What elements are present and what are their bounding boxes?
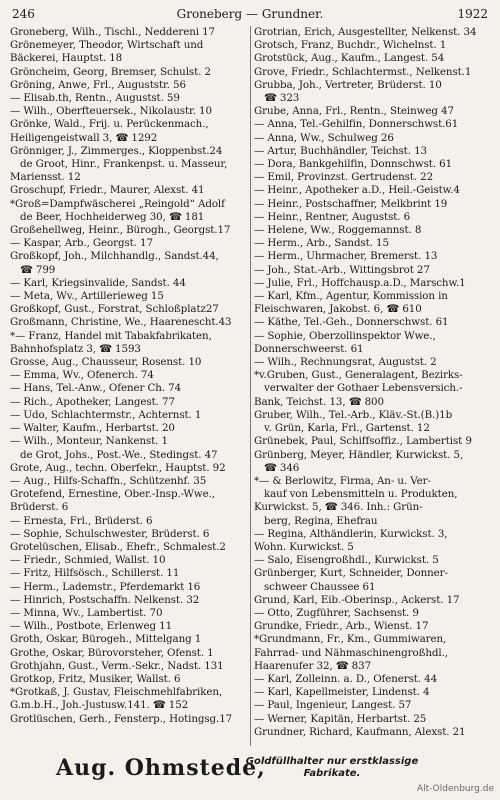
directory-entry: — Wilh., Postbote, Erlenweg 11 <box>10 620 173 633</box>
directory-entry: — Herm., Lademstr., Pferdemarkt 16 <box>10 580 201 593</box>
directory-entry: Grundke, Friedr., Arb., Wienst. 17 <box>254 620 429 633</box>
directory-entry: Gruber, Wilh., Tel.-Arb., Kläv.-St.(B.)1b <box>254 408 453 421</box>
directory-entry: Fahrrad- und Nähmaschinengroßhdl., <box>254 646 448 659</box>
directory-entry: Haarenufer 32, ☎ 837 <box>254 659 372 672</box>
directory-entry: Gröncheim, Georg, Bremser, Schulst. 2 <box>10 65 211 78</box>
directory-entry: — Heinr., Rentner, Augustst. 6 <box>254 210 411 223</box>
directory-entry: Grotelüschen, Elisab., Ehefr., Schmalest.2 <box>10 540 226 553</box>
directory-entry: Heiligengeistwall 3, ☎ 1292 <box>10 131 158 144</box>
directory-entry: — Paul, Ingenieur, Langest. 57 <box>254 699 412 712</box>
directory-entry: — Karl, Kapellmeister, Lindenst. 4 <box>254 686 430 699</box>
directory-entry: Grosse, Aug., Chausseur, Rosenst. 10 <box>10 356 202 369</box>
directory-entry: — Heinr., Postschaffner, Melkbrint 19 <box>254 197 448 210</box>
directory-entry: — Karl, Zolleinn. a. D., Ofenerst. 44 <box>254 672 438 685</box>
directory-entry: — Joh., Stat.-Arb., Wittingsbrot 27 <box>254 263 430 276</box>
page-number: 246 <box>12 7 35 21</box>
directory-entry: Gröning, Anwe, Frl., Auguststr. 56 <box>10 78 186 91</box>
directory-entry: Großkopf, Gust., Forstrat, Schloßplatz27 <box>10 303 219 316</box>
directory-entry: — Elisab.th, Rentn., Augustst. 59 <box>10 92 180 105</box>
directory-entry: *Grundmann, Fr., Km., Gummiwaren, <box>254 633 447 646</box>
directory-entry: Grünberger, Kurt, Schneider, Donner- <box>254 567 448 580</box>
directory-entry: — Karl, Kfm., Agentur, Kommission in <box>254 290 448 303</box>
directory-entry: *— Franz, Handel mit Tabakfabrikaten, <box>10 329 212 342</box>
tagline-line-2: Fabrikate. <box>303 768 361 779</box>
advertisement-footer <box>56 752 436 786</box>
directory-entry: Bank, Teichst. 13, ☎ 800 <box>254 395 384 408</box>
left-column <box>10 26 246 748</box>
directory-entry: Grothjahn, Gust., Verm.-Sekr., Nadst. 131 <box>10 659 224 672</box>
directory-entry: Grotlüschen, Gerh., Fensterp., Hotingsg.17 <box>10 712 233 725</box>
directory-columns <box>10 26 490 748</box>
page-title: Groneberg — Grundner. <box>176 7 324 21</box>
directory-entry: Donnerschweerst. 61 <box>254 342 364 355</box>
directory-entry: — Kaspar, Arb., Georgst. 17 <box>10 237 153 250</box>
directory-entry: — Werner, Kapitän, Herbartst. 25 <box>254 712 427 725</box>
directory-entry: Wohn. Kurwickst. 5 <box>254 540 354 553</box>
directory-entry: Grund, Karl, Eib.-Oberinsp., Ackerst. 17 <box>254 593 460 606</box>
directory-entry: Grundner, Richard, Kaufmann, Alexst. 21 <box>254 725 466 738</box>
directory-entry: Bahnhofsplatz 3, ☎ 1593 <box>10 342 141 355</box>
directory-entry: *v.Gruben, Gust., Generalagent, Bezirks- <box>254 369 463 382</box>
site-watermark[interactable]: Alt-Oldenburg.de <box>416 784 494 794</box>
directory-entry: Brüderst. 6 <box>10 501 69 514</box>
directory-entry: — Wilh., Oberfteuersek., Nikolaustr. 10 <box>10 105 212 118</box>
directory-entry: Grothe, Oskar, Bürovorsteher, Ofenst. 1 <box>10 646 214 659</box>
directory-entry: Bäckerei, Hauptst. 18 <box>10 52 123 65</box>
directory-entry: Grönniger, J., Zimmerges., Kloppenbst.24 <box>10 144 223 157</box>
directory-entry: Grotrian, Erich, Ausgestellter, Nelkenst. 34 <box>254 26 477 38</box>
directory-entry: Kurwickst. 5, ☎ 346. Inh.: Grün- <box>254 501 423 514</box>
directory-entry: Grönke, Wald., Frij. u. Perückenmach., <box>10 118 209 131</box>
directory-entry: Groth, Oskar, Bürogeh., Mittelgang 1 <box>10 633 202 646</box>
directory-entry: — Herm., Uhrmacher, Bremerst. 13 <box>254 250 438 263</box>
directory-entry: Grove, Friedr., Schlachtermst., Nelkenst.1 <box>254 65 472 78</box>
directory-entry: Mariensst. 12 <box>10 171 81 184</box>
directory-entry: — Sophie, Schulschwester, Brüderst. 6 <box>10 527 210 540</box>
right-column <box>254 26 490 748</box>
directory-entry: *— & Berlowitz, Firma, An- u. Ver- <box>254 474 431 487</box>
directory-entry: Grote, Aug., techn. Oberfekr., Hauptst. 92 <box>10 461 226 474</box>
directory-entry: — Anna, Tel.-Gehilfin, Donnerschwst.61 <box>254 118 459 131</box>
directory-entry: — Sophie, Oberzollinspektor Wwe., <box>254 329 436 342</box>
tagline-line-1: Goldfüllhalter nur erstklassige <box>245 756 419 767</box>
directory-entry: Großkopf, Joh., Milchhandlg., Sandst.44, <box>10 250 219 263</box>
directory-entry: — Artur, Buchhändler, Teichst. 13 <box>254 144 427 157</box>
directory-entry: — Hans, Tel.-Anw., Ofener Ch. 74 <box>10 382 182 395</box>
directory-entry: ☎ 799 <box>20 263 56 276</box>
directory-entry: — Aug., Hilfs-Schaffn., Schützenhf. 35 <box>10 474 207 487</box>
directory-entry: Grotkop, Fritz, Musiker, Wallst. 6 <box>10 672 181 685</box>
directory-entry: — Käthe, Tel.-Geh., Donnerschwst. 61 <box>254 316 449 329</box>
advertiser-name: Aug. Ohmstede, <box>56 755 266 781</box>
directory-entry: de Groot, Hinr., Frankenpst. u. Masseur, <box>20 158 228 171</box>
directory-entry: Grünberg, Meyer, Händler, Kurwickst. 5, <box>254 448 464 461</box>
directory-entry: Grotstück, Aug., Kaufm., Langest. 54 <box>254 52 445 65</box>
directory-entry: Großehellweg, Heinr., Bürogh., Georgst.17 <box>10 224 231 237</box>
page-year: 1922 <box>457 7 488 21</box>
directory-entry: — Herm., Arb., Sandst. 15 <box>254 237 389 250</box>
directory-entry: ☎ 323 <box>264 92 300 105</box>
directory-entry: verwalter der Gothaer Lebensversich.- <box>264 382 463 395</box>
directory-entry: — Anna, Ww., Schulweg 26 <box>254 131 394 144</box>
directory-entry: G.m.b.H., Joh.-Justusw.141. ☎ 152 <box>10 699 189 712</box>
directory-entry: — Minna, Wv., Lambertist. 70 <box>10 606 163 619</box>
directory-entry: *Grotkaß, J. Gustav, Fleischmehlfabriken, <box>10 686 223 699</box>
directory-entry: Großmann, Christine, We., Haarenescht.43 <box>10 316 232 329</box>
directory-entry: schweer Chaussee 61 <box>264 580 376 593</box>
directory-entry: — Rich., Apotheker, Langest. 77 <box>10 395 175 408</box>
directory-entry: — Hinrich, Postschaffn. Nelkenst. 32 <box>10 593 200 606</box>
directory-entry: Grube, Anna, Frl., Rentn., Steinweg 47 <box>254 105 454 118</box>
directory-entry: de Beer, Hochheiderweg 30, ☎ 181 <box>20 210 205 223</box>
directory-entry: — Regina, Althändlerin, Kurwickst. 3, <box>254 527 448 540</box>
directory-entry: Grotsch, Franz, Buchdr., Wichelnst. 1 <box>254 39 447 52</box>
directory-entry: de Grot, Johs., Post.-We., Stedingst. 47 <box>20 448 218 461</box>
directory-entry: — Fritz, Hilfsösch., Schillerst. 11 <box>10 567 180 580</box>
directory-entry: ☎ 346 <box>264 461 300 474</box>
directory-entry: Grubba, Joh., Vertreter, Brüderst. 10 <box>254 78 442 91</box>
directory-entry: Groneberg, Wilh., Tischl., Neddereni 17 <box>10 26 216 38</box>
directory-entry: — Emil, Provinzst. Gertrudenst. 22 <box>254 171 434 184</box>
directory-entry: — Wilh., Monteur, Nankenst. 1 <box>10 435 168 448</box>
directory-entry: — Helene, Ww., Roggemannst. 8 <box>254 224 422 237</box>
directory-entry: — Udo, Schlachtermstr., Achternst. 1 <box>10 408 202 421</box>
directory-entry: — Karl, Kriegsinvalide, Sandst. 44 <box>10 276 186 289</box>
directory-entry: — Friedr., Schmied, Wallst. 10 <box>10 554 166 567</box>
directory-entry: — Salo, Eisengroßhdl., Kurwickst. 5 <box>254 554 439 567</box>
directory-entry: — Otto, Zugführer, Sachsenst. 9 <box>254 606 419 619</box>
directory-entry: Groschupf, Friedr., Maurer, Alexst. 41 <box>10 184 205 197</box>
directory-entry: — Dora, Bankgehilfin, Donnschwst. 61 <box>254 158 453 171</box>
directory-entry: Grönemeyer, Theodor, Wirtschaft und <box>10 39 204 52</box>
directory-entry: Fleischwaren, Jakobst. 6, ☎ 610 <box>254 303 422 316</box>
page-header <box>12 6 488 22</box>
directory-entry: — Ernesta, Frl., Brüderst. 6 <box>10 514 153 527</box>
directory-entry: Grünebek, Paul, Schiffsoffiz., Lambertist 9 <box>254 435 472 448</box>
directory-entry: *Groß=Dampfwäscherei „Reingold“ Adolf <box>10 197 225 210</box>
directory-entry: Grotefend, Ernestine, Ober.-Insp.-Wwe., <box>10 488 215 501</box>
directory-entry: — Meta, Wv., Artillerieweg 15 <box>10 290 164 303</box>
advertisement-tagline <box>232 756 432 780</box>
directory-entry: — Walter, Kaufm., Herbartst. 20 <box>10 422 175 435</box>
directory-entry: kauf von Lebensmitteln u. Produkten, <box>264 488 458 501</box>
directory-entry: — Julie, Frl., Hoffchausp.a.D., Marschw.1 <box>254 276 466 289</box>
directory-entry: — Emma, Wv., Ofenerch. 74 <box>10 369 154 382</box>
directory-entry: v. Grün, Karla, Frl., Gartenst. 12 <box>264 422 430 435</box>
directory-entry: — Heinr., Apotheker a.D., Heil.-Geistw.4 <box>254 184 460 197</box>
directory-entry: berg, Regina, Ehefrau <box>264 514 378 527</box>
directory-entry: — Wilh., Rechnungsrat, Augustst. 2 <box>254 356 437 369</box>
